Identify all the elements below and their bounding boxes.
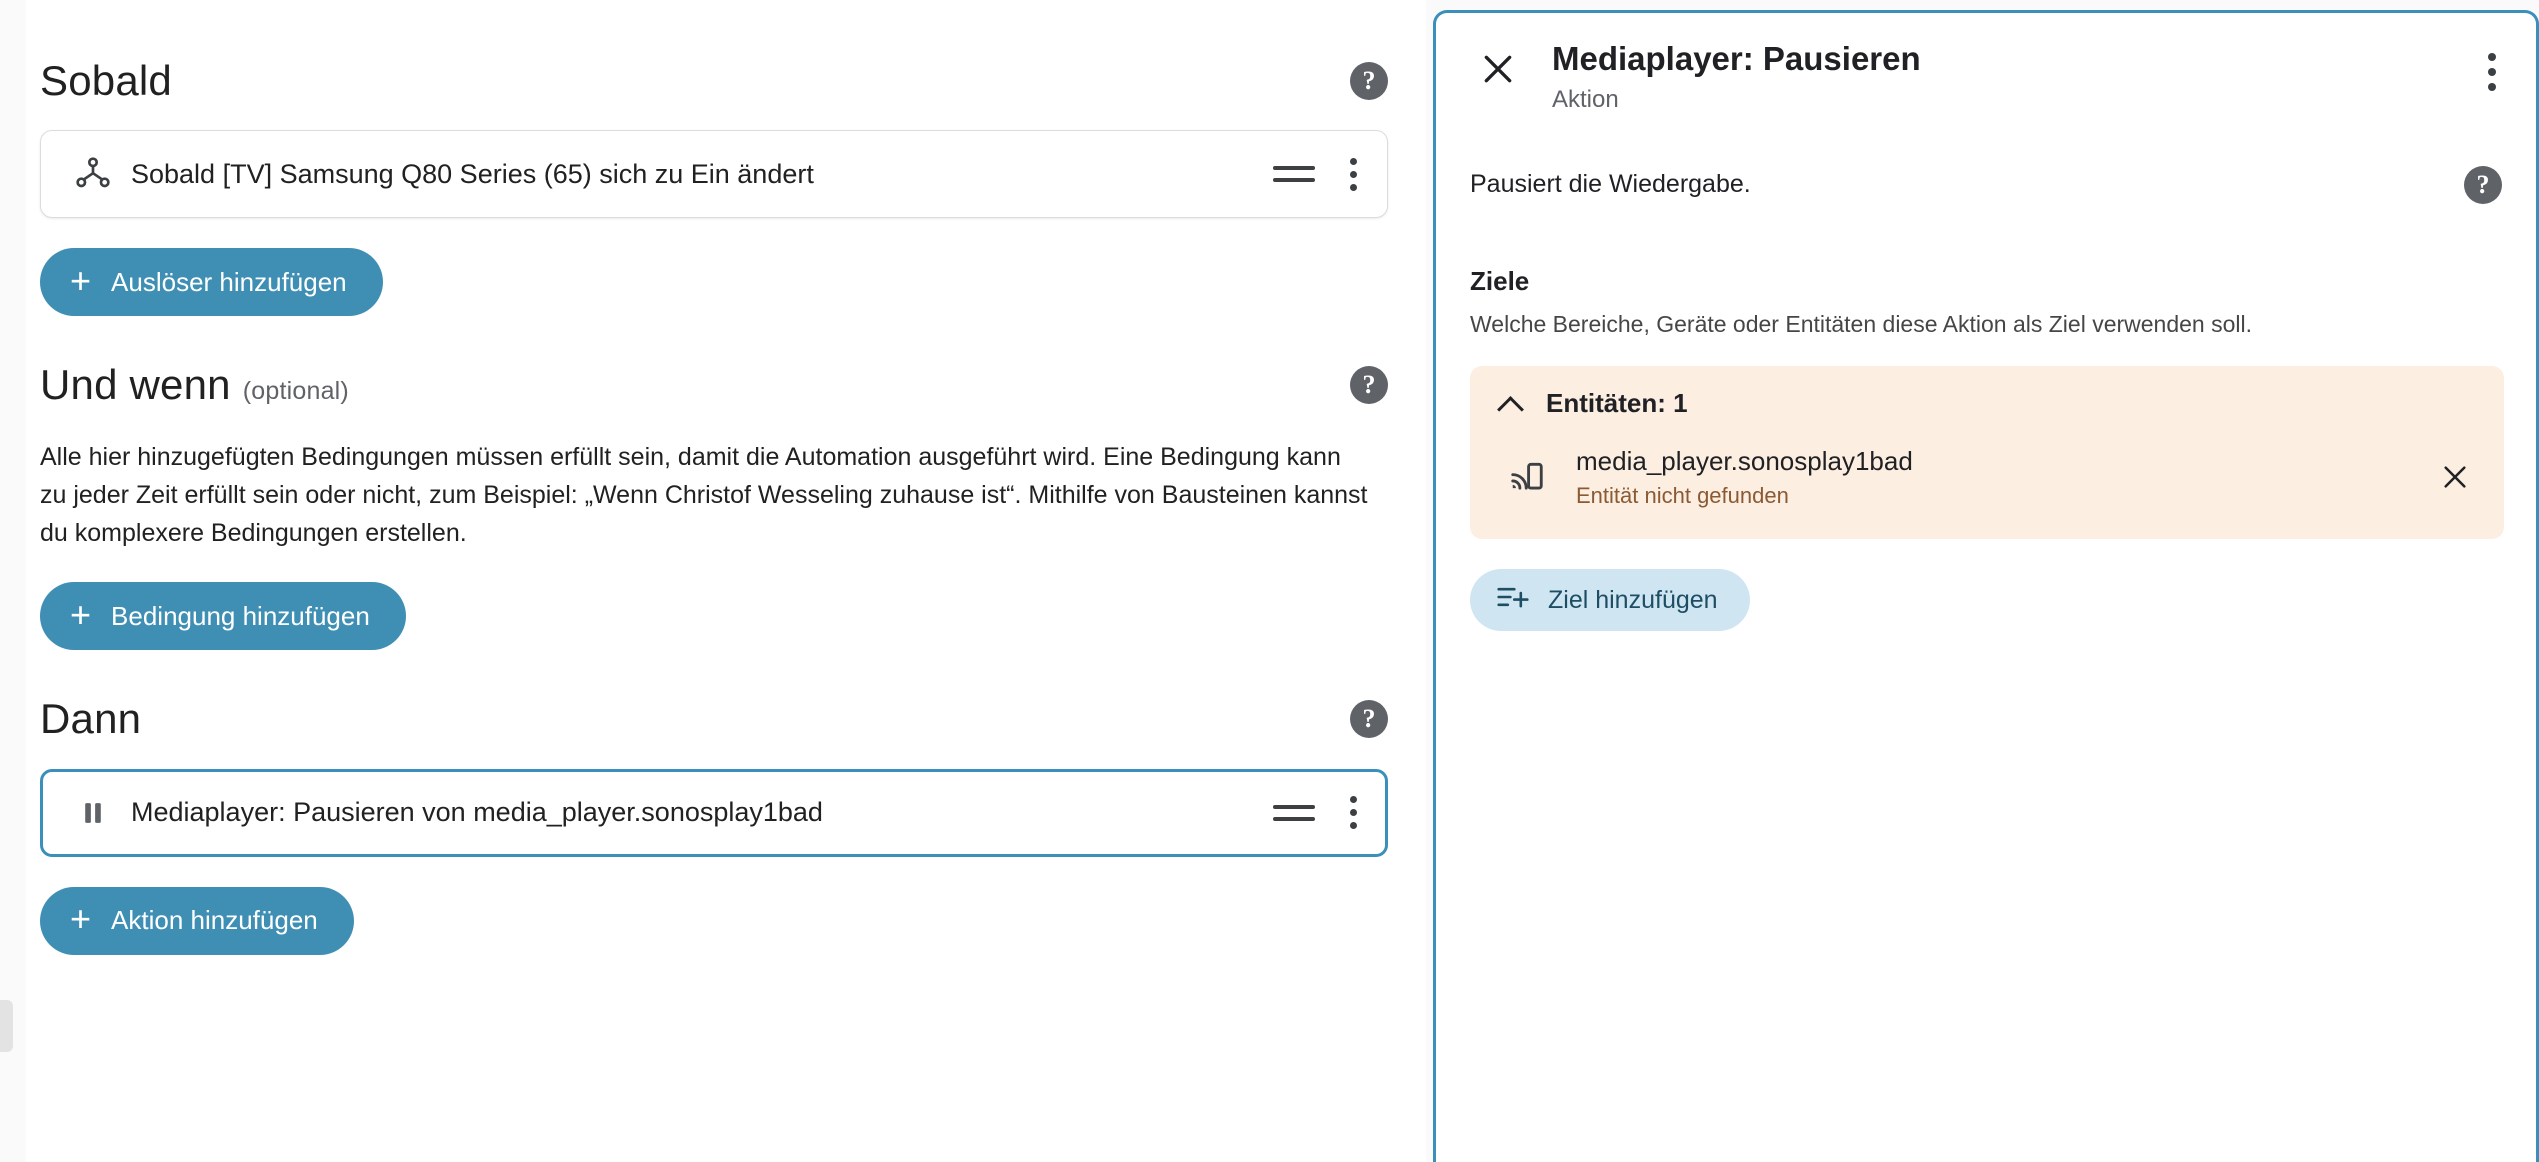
target-entity-texts <box>1576 445 2410 510</box>
detail-description: Pausiert die Wiedergabe. <box>1470 170 1751 199</box>
pause-icon <box>67 796 119 830</box>
trigger-help-icon[interactable]: ? <box>1350 62 1388 100</box>
chevron-up-icon <box>1498 395 1524 411</box>
detail-description-row <box>1470 166 2502 204</box>
condition-help-icon[interactable]: ? <box>1350 366 1388 404</box>
action-card[interactable] <box>40 769 1388 857</box>
action-drag-handle[interactable] <box>1273 799 1315 827</box>
detail-title-group <box>1546 39 2462 114</box>
plus-icon: + <box>70 898 92 940</box>
action-help-icon[interactable]: ? <box>1350 700 1388 738</box>
detail-overflow-menu-icon[interactable] <box>2482 43 2502 101</box>
condition-title-text: Und wenn <box>40 361 231 409</box>
trigger-section-title: Sobald <box>40 57 172 104</box>
add-target-button[interactable] <box>1470 569 1750 631</box>
condition-section-title <box>40 362 349 408</box>
plus-icon: + <box>70 259 92 301</box>
add-action-label: Aktion hinzufügen <box>111 905 318 936</box>
action-section-title: Dann <box>40 695 142 743</box>
condition-description: Alle hier hinzugefügten Bedingungen müssen erfüllt sein, damit die Automation ausgeführt wird. Eine Bedingung kann zu jeder Zeit erfüllt sein oder nicht, zum Beispiel: „Wenn Christof Wesseling zuhause ist“. Mithilfe von Bausteinen kannst du komplexere Bedingungen erstellen. <box>40 443 1368 548</box>
target-entity-row[interactable] <box>1490 437 2484 518</box>
condition-section-header <box>40 362 1388 408</box>
action-card-label: Mediaplayer: Pausieren von media_player.sonosplay1bad <box>131 797 823 828</box>
targets-description: Welche Bereiche, Geräte oder Entitäten diese Aktion als Ziel verwenden soll. <box>1470 310 2252 337</box>
plus-icon: + <box>70 593 92 635</box>
add-target-icon <box>1496 584 1530 617</box>
target-entity-name: media_player.sonosplay1bad <box>1576 445 1913 476</box>
sidebar-collapse-handle[interactable] <box>0 1000 13 1052</box>
trigger-drag-handle[interactable] <box>1273 160 1315 188</box>
close-icon[interactable] <box>1470 41 1526 97</box>
targets-group-label: Entitäten: 1 <box>1546 387 1688 418</box>
add-target-label: Ziel hinzufügen <box>1548 585 1718 614</box>
detail-help-icon[interactable]: ? <box>2464 166 2502 204</box>
action-detail-panel <box>1433 10 2539 1162</box>
trigger-section-header <box>40 58 1388 104</box>
add-trigger-label: Auslöser hinzufügen <box>111 266 347 297</box>
automation-editor-column <box>26 0 1426 1162</box>
trigger-card[interactable] <box>40 130 1388 218</box>
detail-column <box>1431 0 2539 1162</box>
remove-target-close-icon[interactable] <box>2432 454 2478 500</box>
detail-title: Mediaplayer: Pausieren <box>1552 40 1921 77</box>
targets-group-toggle[interactable] <box>1490 384 2484 425</box>
targets-group-box <box>1470 366 2504 540</box>
left-rail <box>0 0 26 1162</box>
add-action-button[interactable] <box>40 887 354 955</box>
trigger-node-icon <box>67 154 119 194</box>
condition-optional-label: (optional) <box>242 377 349 406</box>
action-section-header <box>40 696 1388 742</box>
target-entity-status: Entität nicht gefunden <box>1576 483 1789 509</box>
action-overflow-menu-icon[interactable] <box>1345 792 1361 833</box>
detail-subtitle: Aktion <box>1552 85 1619 113</box>
add-condition-button[interactable] <box>40 582 406 650</box>
add-trigger-button[interactable] <box>40 248 383 316</box>
add-condition-label: Bedingung hinzufügen <box>111 600 370 631</box>
targets-heading: Ziele <box>1470 265 1530 296</box>
trigger-card-label: Sobald [TV] Samsung Q80 Series (65) sich zu Ein ändert <box>131 158 814 189</box>
action-card-actions <box>1273 792 1365 833</box>
trigger-overflow-menu-icon[interactable] <box>1345 154 1361 195</box>
trigger-card-actions <box>1273 154 1365 195</box>
detail-header <box>1470 39 2502 114</box>
media-cast-icon <box>1500 458 1554 496</box>
